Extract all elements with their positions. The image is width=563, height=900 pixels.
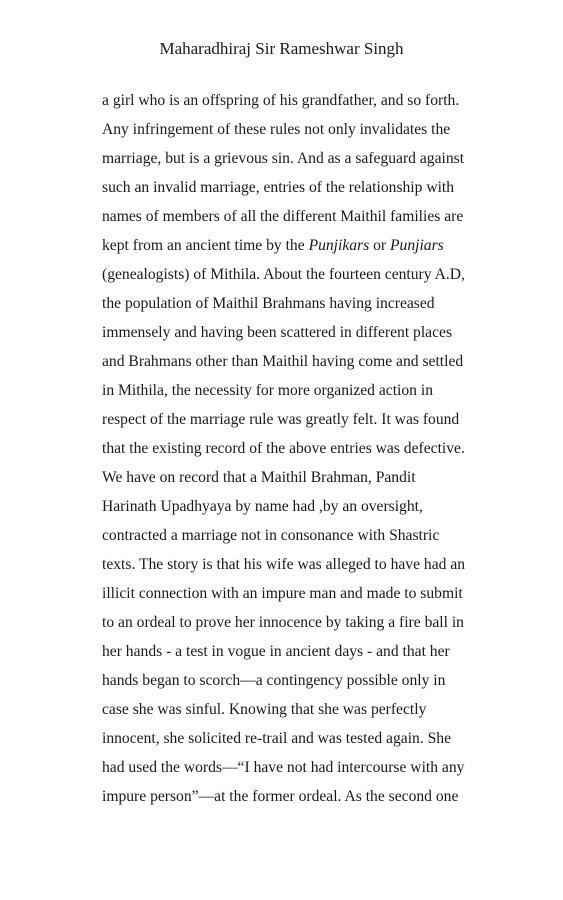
text-line [102, 231, 502, 260]
body-text [102, 86, 502, 811]
text-line: the population of Maithil Brahmans having increased [102, 295, 435, 312]
text-line: impure person”—at the former ordeal. As the second one [102, 788, 459, 805]
text-line: hands began to scorch—a contingency possible only in [102, 672, 446, 689]
text-line: to an ordeal to prove her innocence by taking a fire ball in [102, 614, 464, 631]
text-segment: kept from an ancient time by the [102, 237, 309, 254]
text-line: We have on record that a Maithil Brahman, Pandit [102, 469, 416, 486]
text-line: in Mithila, the necessity for more organized action in [102, 382, 433, 399]
text-line: names of members of all the different Maithil families are [102, 208, 464, 225]
text-line: texts. The story is that his wife was alleged to have had an [102, 556, 466, 573]
text-segment: or [369, 237, 390, 254]
text-line: her hands - a test in vogue in ancient days - and that her [102, 643, 450, 660]
text-line: immensely and having been scattered in different places [102, 324, 453, 341]
text-line: illicit connection with an impure man and made to submit [102, 585, 463, 602]
italic-term: Punjikars [308, 237, 370, 254]
page-running-header: Maharadhiraj Sir Rameshwar Singh [159, 39, 404, 58]
text-line: Harinath Upadhyaya by name had ,by an oversight, [102, 498, 423, 515]
italic-term: Punjiars [390, 237, 444, 254]
text-line: had used the words—“I have not had intercourse with any [102, 759, 465, 776]
text-line: such an invalid marriage, entries of the relationship with [102, 179, 455, 196]
text-line: case she was sinful. Knowing that she was perfectly [102, 701, 427, 718]
text-line: (genealogists) of Mithila. About the fourteen century A.D, [102, 266, 465, 283]
text-line: marriage, but is a grievous sin. And as a safeguard against [102, 150, 465, 167]
text-line: that the existing record of the above entries was defective. [102, 440, 465, 457]
text-line: innocent, she solicited re-trail and was tested again. She [102, 730, 452, 747]
text-line: and Brahmans other than Maithil having come and settled [102, 353, 464, 370]
text-line: contracted a marriage not in consonance with Shastric [102, 527, 440, 544]
text-line: a girl who is an offspring of his grandfather, and so forth. [102, 92, 460, 109]
text-line: Any infringement of these rules not only invalidates the [102, 121, 451, 138]
text-line: respect of the marriage rule was greatly felt. It was found [102, 411, 460, 428]
